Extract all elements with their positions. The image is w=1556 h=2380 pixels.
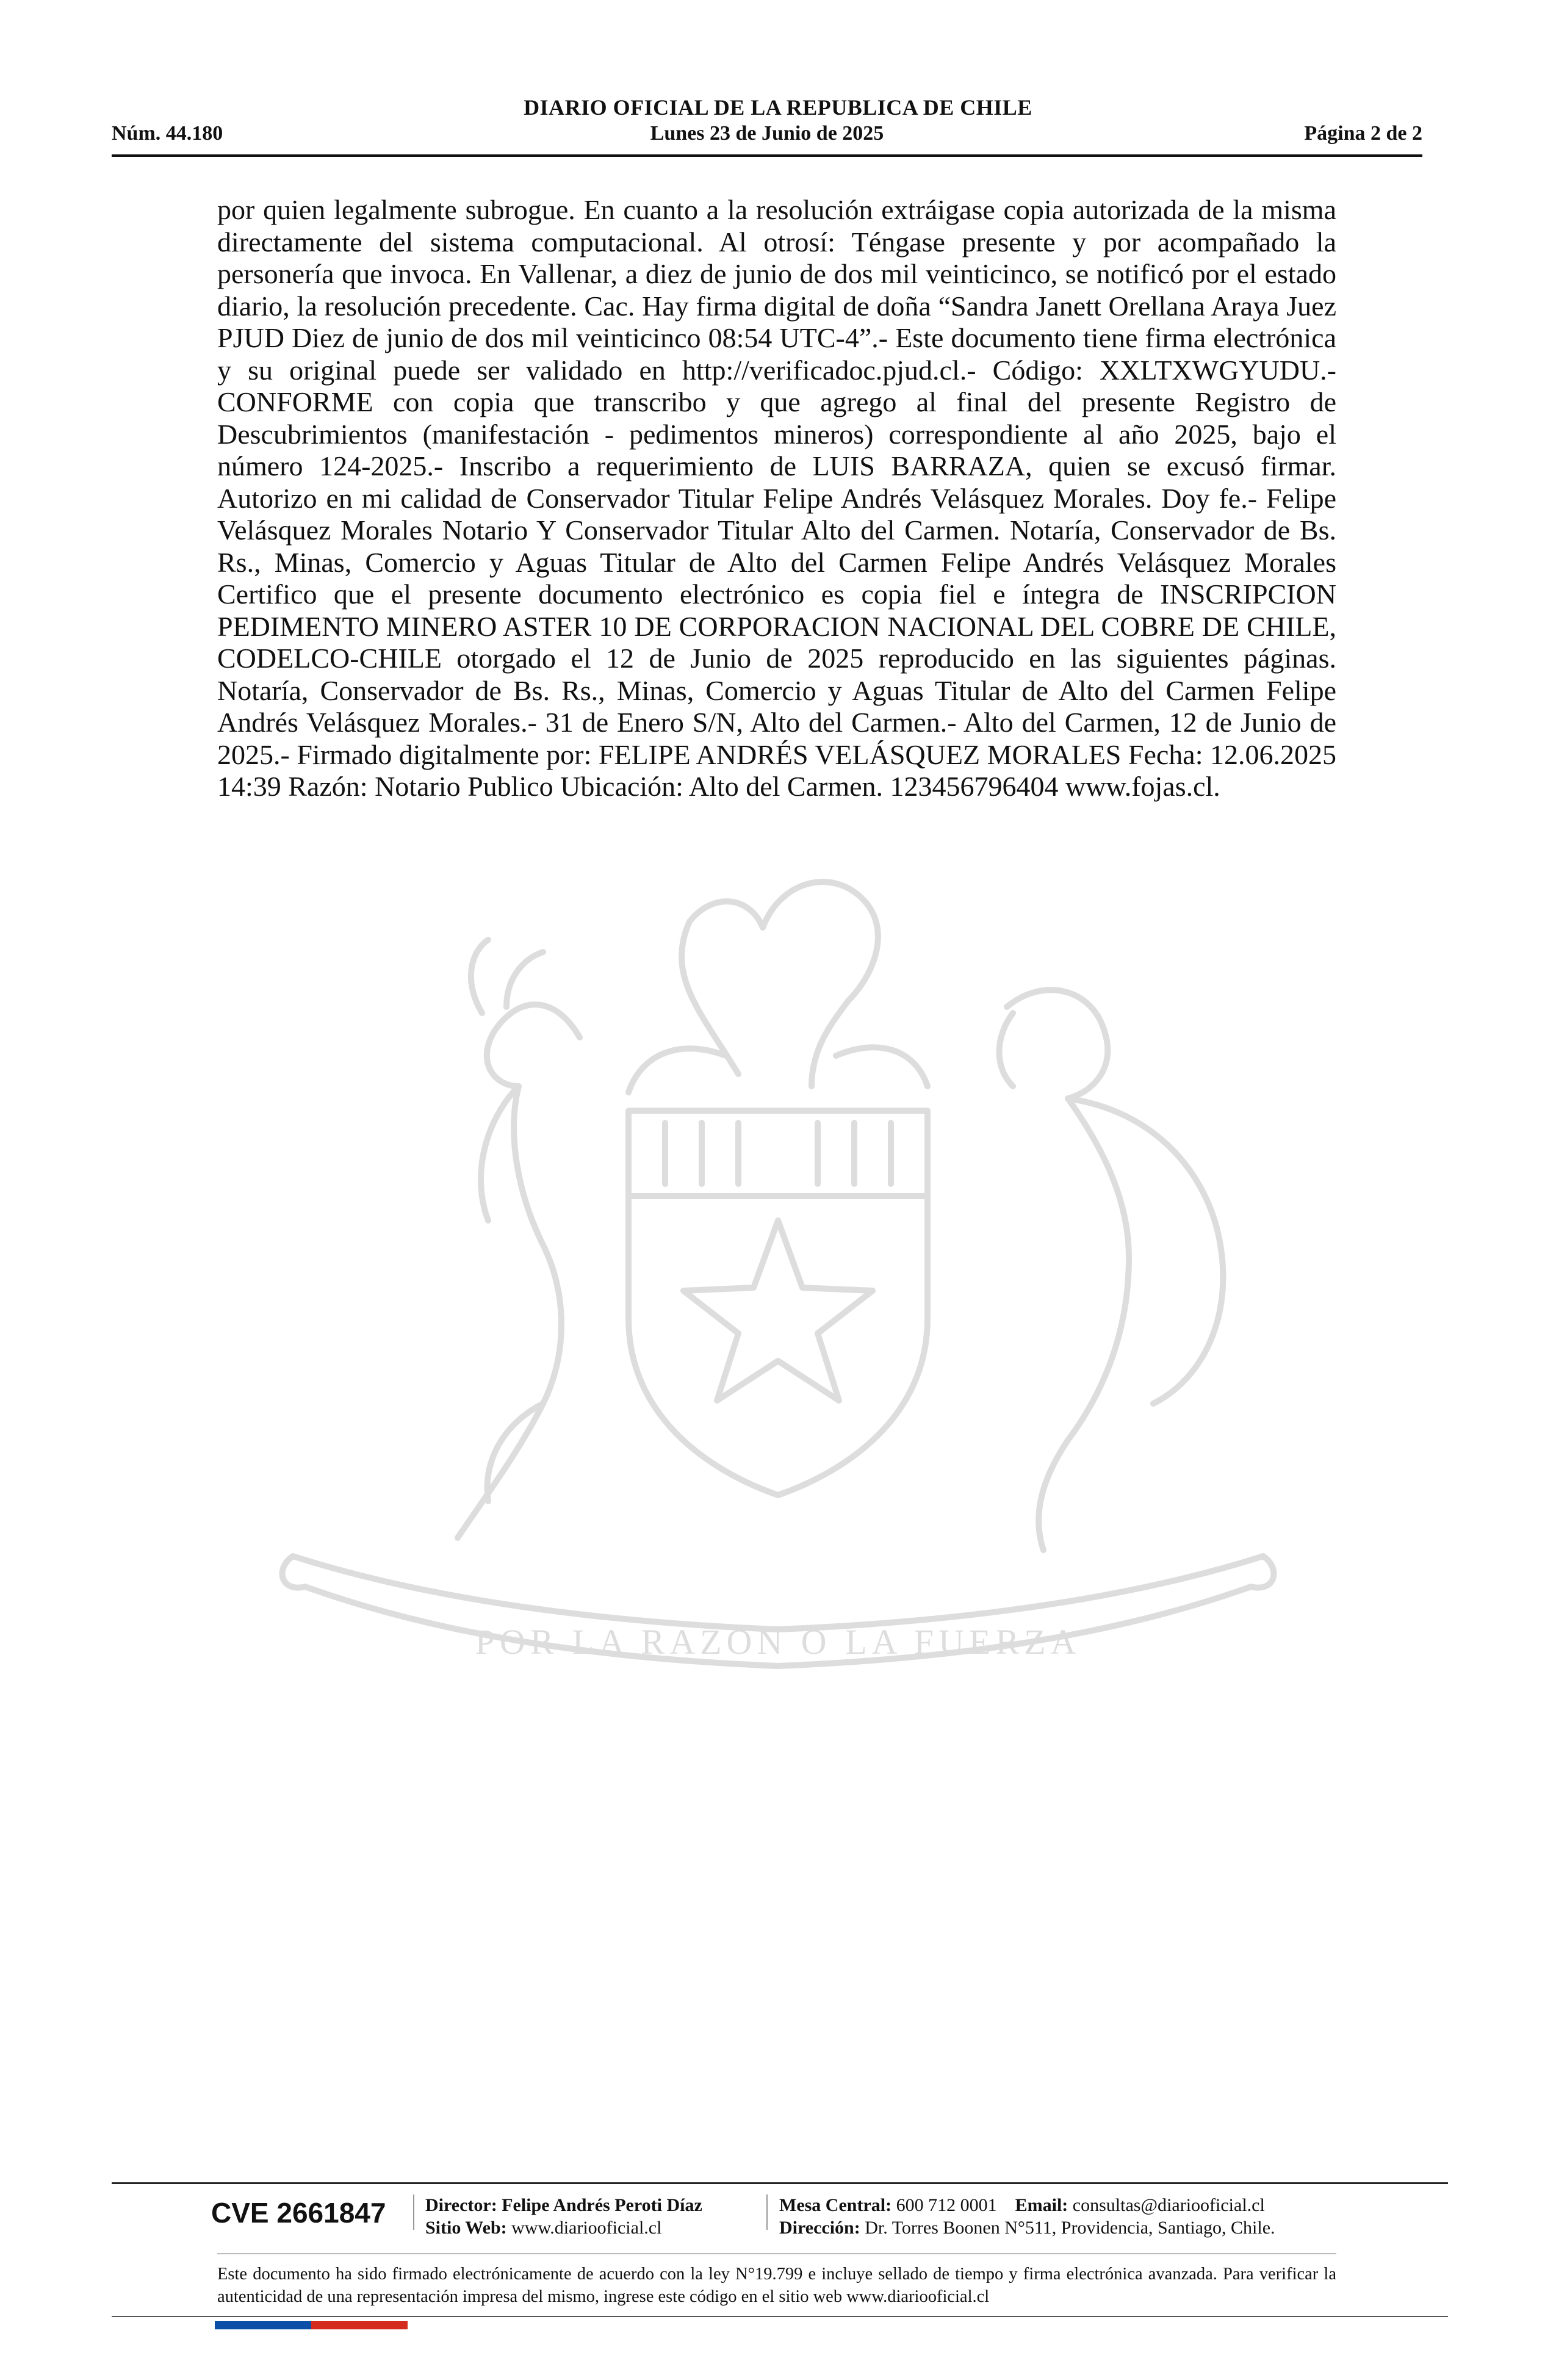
footer-mid-rule	[217, 2253, 1336, 2254]
page-indicator: Página 2 de 2	[1304, 122, 1422, 145]
header-info-row	[112, 122, 1422, 150]
document-body-text: por quien legalmente subrogue. En cuanto a la resolución extráigase copia autorizada de la misma directamente del sistema computacional. Al otrosí: Téngase presente y por acompañado la personería que invoca. En Vallenar, a diez de junio de dos mil veinticinco, se notificó por el estado diario, la resolución precedente. Cac. Hay firma digital de doña “Sandra Janett Orellana Araya Juez PJUD Diez de junio de dos mil veinticinco 08:54 UTC-4”.- Este documento tiene firma electrónica y su original puede ser validado en http://verificadoc.pjud.cl.- Código: XXLTXWGYUDU.- CONFORME con copia que transcribo y que agrego al final del presente Registro de Descubrimientos (manifestación - pedimentos mineros) correspondiente al año 2025, bajo el número 124-2025.- Inscribo a requerimiento de LUIS BARRAZA, quien se excusó firmar. Autorizo en mi calidad de Conservador Titular Felipe Andrés Velásquez Morales. Doy fe.- Felipe Velásquez Morales Notario Y Conservador Titular Alto del Carmen. Notaría, Conservador de Bs. Rs., Minas, Comercio y Aguas Titular de Alto del Carmen Felipe Andrés Velásquez Morales Certifico que el presente documento electrónico es copia fiel e íntegra de INSCRIPCION PEDIMENTO MINERO ASTER 10 DE CORPORACION NACIONAL DEL COBRE DE CHILE, CODELCO-CHILE otorgado el 12 de Junio de 2025 reproducido en las siguientes páginas. Notaría, Conservador de Bs. Rs., Minas, Comercio y Aguas Titular de Alto del Carmen Felipe Andrés Velásquez Morales.- 31 de Enero S/N, Alto del Carmen.- Alto del Carmen, 12 de Junio de 2025.- Firmado digitalmente por: FELIPE ANDRÉS VELÁSQUEZ MORALES Fecha: 12.06.2025 14:39 Razón: Notario Publico Ubicación: Alto del Carmen. 123456796404 www.fojas.cl.	[217, 194, 1336, 802]
flag-red-segment	[311, 2321, 408, 2329]
flag-blue-segment	[215, 2321, 311, 2329]
mesa-phone: 600 712 0001	[896, 2195, 997, 2215]
motto-text: POR LA RAZON O LA FUERZA	[475, 1622, 1081, 1662]
footer-bottom-rule	[112, 2316, 1448, 2317]
director-name: Felipe Andrés Peroti Díaz	[502, 2195, 702, 2215]
chile-flag-bar	[215, 2321, 408, 2329]
site-link[interactable]: www.diariooficial.cl	[511, 2218, 662, 2238]
email-link[interactable]: consultas@diariooficial.cl	[1072, 2195, 1265, 2215]
footer-separator	[413, 2194, 414, 2230]
footer-separator	[766, 2194, 768, 2230]
header-divider	[112, 154, 1422, 157]
chile-coat-of-arms-icon	[201, 854, 1355, 1678]
footer-contact-block	[779, 2194, 1275, 2239]
newspaper-title: DIARIO OFICIAL DE LA REPUBLICA DE CHILE	[524, 95, 1032, 120]
issue-date: Lunes 23 de Junio de 2025	[650, 122, 884, 145]
director-label: Director:	[425, 2195, 497, 2215]
issue-number: Núm. 44.180	[112, 122, 223, 145]
cve-code: CVE 2661847	[211, 2197, 386, 2229]
mesa-label: Mesa Central:	[779, 2195, 892, 2215]
footer-signature-note: Este documento ha sido firmado electrónicamente de acuerdo con la ley N°19.799 e incluye sellado de tiempo y firma electrónica avanzada. Para verificar la autenticidad de una representación impresa del mismo, ingrese este código en el sitio web www.diariooficial.cl	[217, 2265, 1336, 2306]
address-value: Dr. Torres Boonen N°511, Providencia, Santiago, Chile.	[865, 2218, 1275, 2238]
footer-top-rule	[112, 2182, 1448, 2184]
email-label: Email:	[1015, 2195, 1068, 2215]
footer-director-block	[425, 2194, 702, 2239]
address-label: Dirección:	[779, 2218, 860, 2238]
site-label: Sitio Web:	[425, 2218, 507, 2238]
